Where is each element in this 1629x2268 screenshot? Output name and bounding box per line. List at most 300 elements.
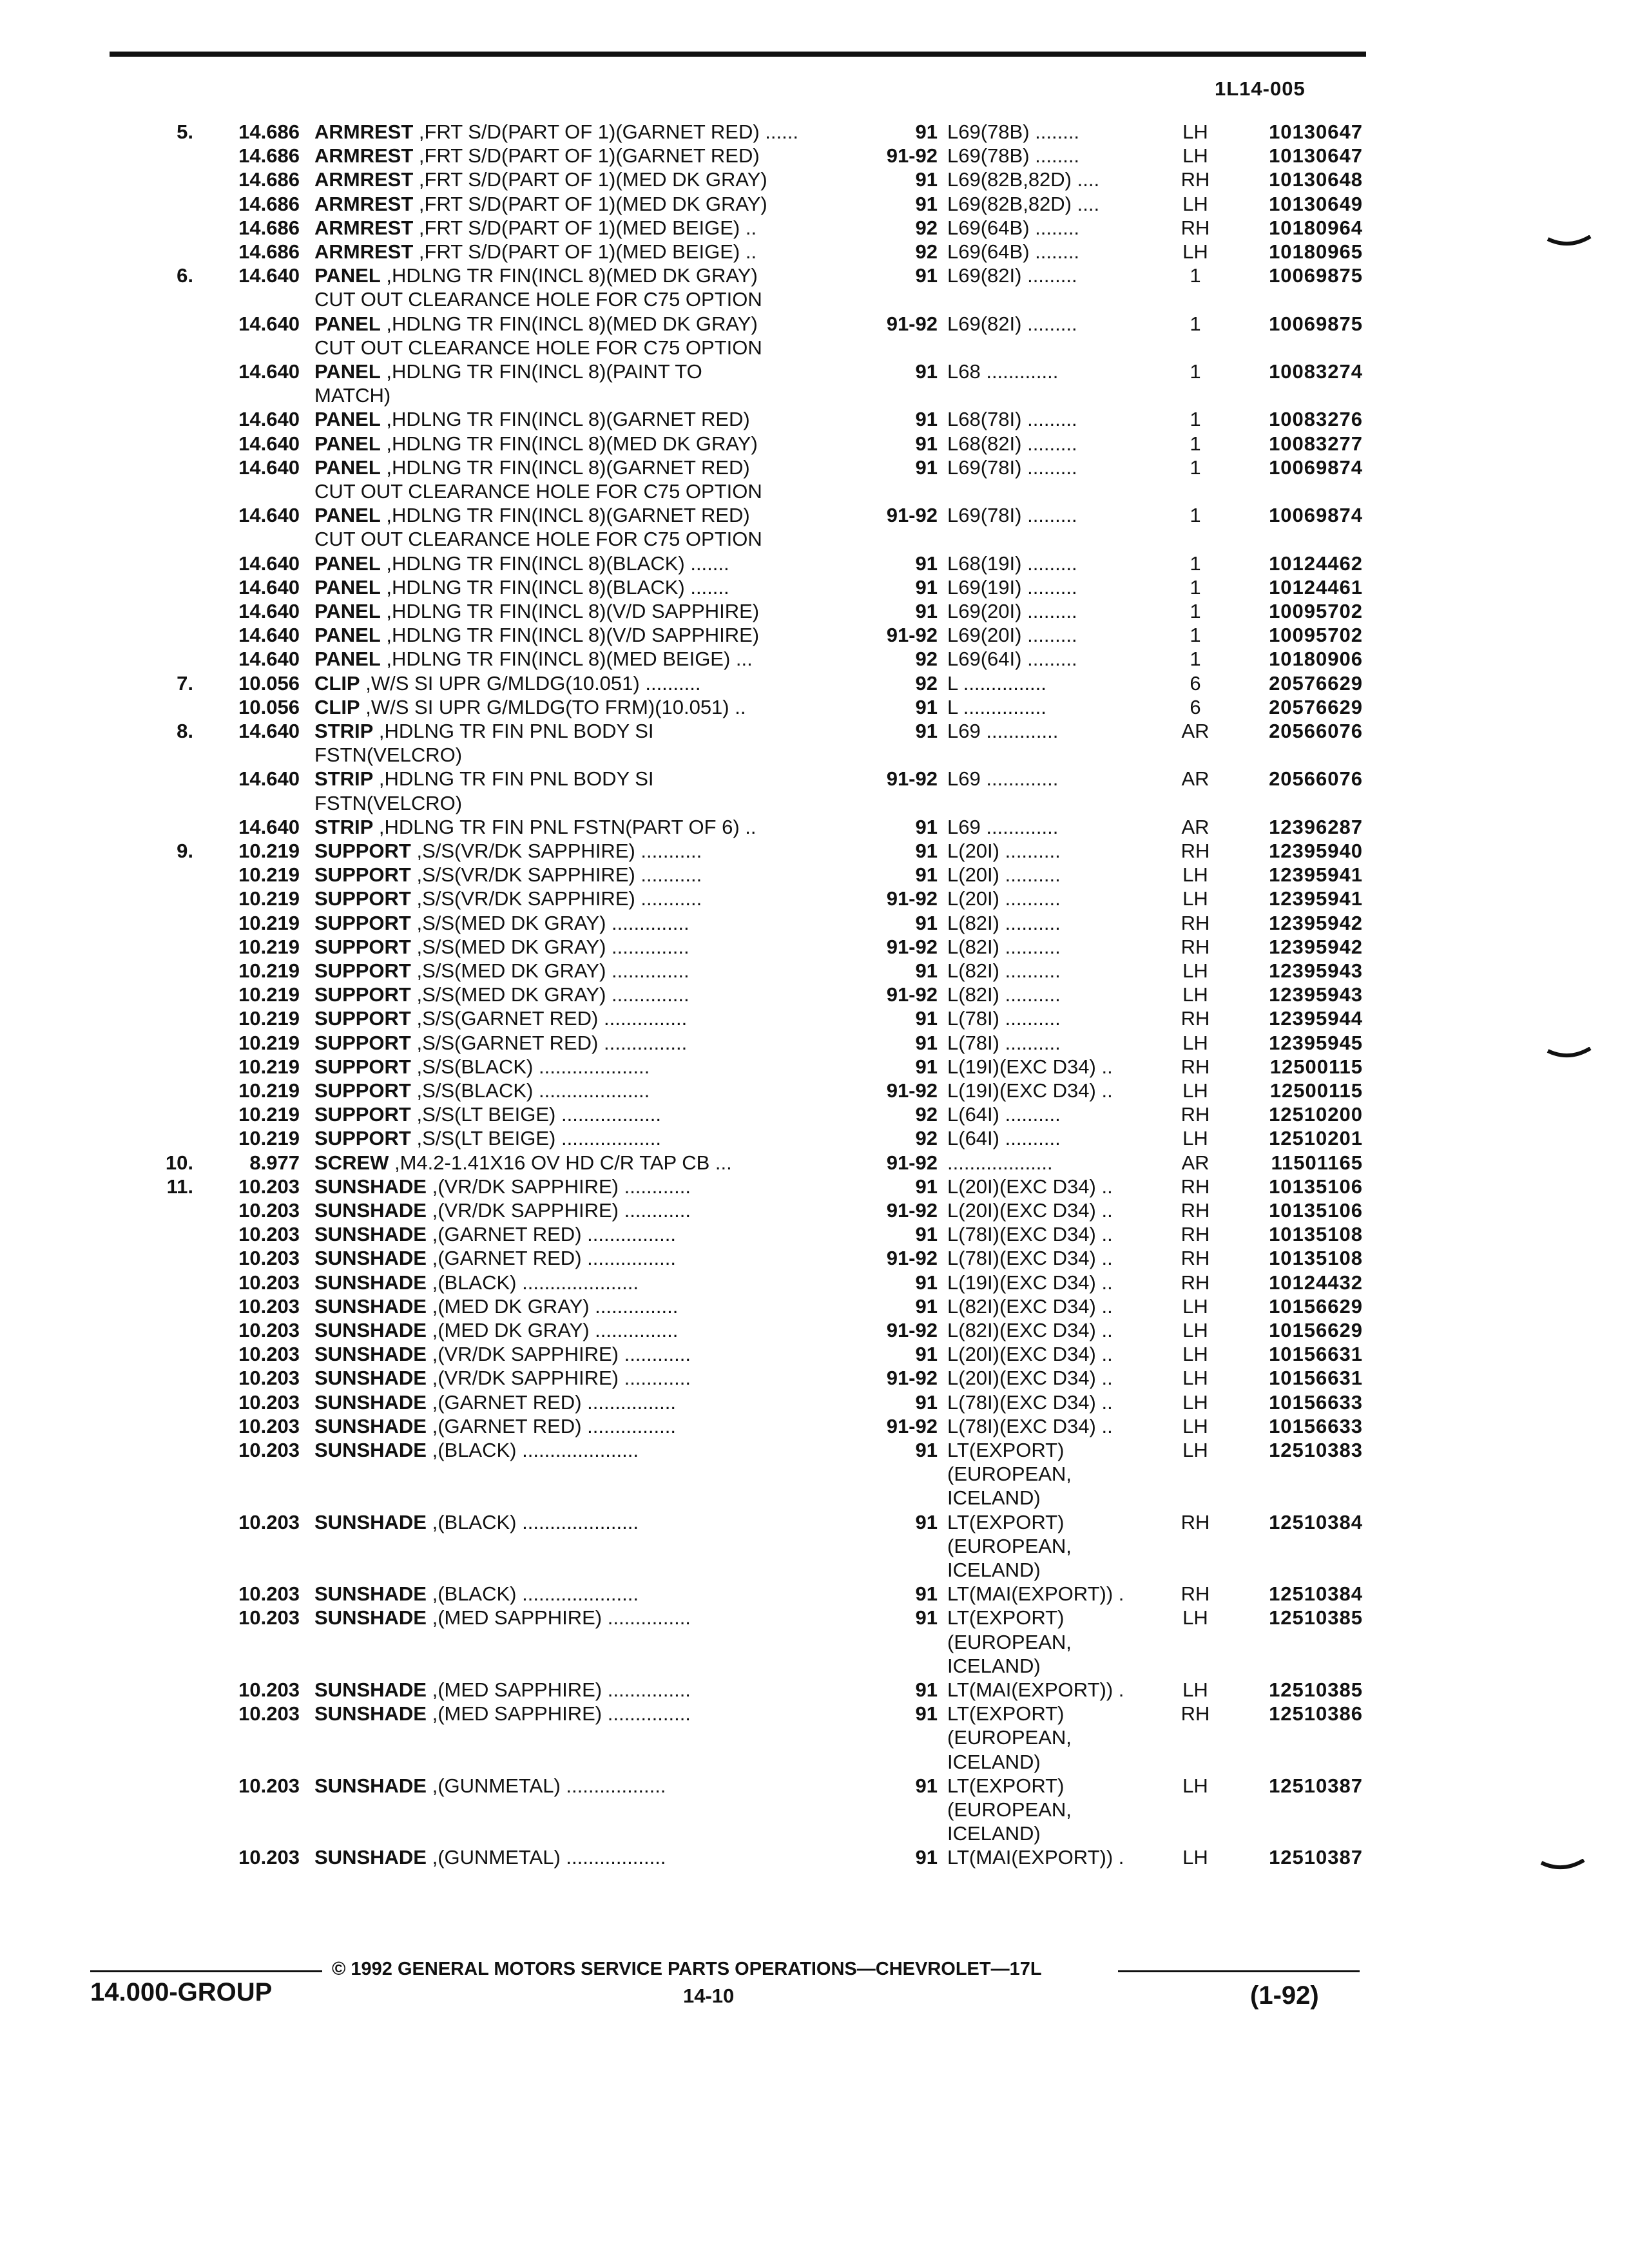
table-row xyxy=(0,599,1629,623)
continuation-text: CUT OUT CLEARANCE HOLE FOR C75 OPTION xyxy=(314,288,762,311)
table-row xyxy=(0,456,1629,479)
binder-mark xyxy=(1540,1859,1585,1878)
table-row xyxy=(0,503,1629,527)
group-number: 8.977 xyxy=(249,1151,300,1174)
table-row xyxy=(0,1102,1629,1126)
part-name: PANEL xyxy=(314,648,381,670)
part-description xyxy=(314,503,849,527)
table-row xyxy=(0,1198,1629,1222)
group-number: 10.219 xyxy=(238,1055,300,1078)
quantity: LH xyxy=(1182,193,1208,215)
quantity: LH xyxy=(1182,240,1208,263)
group-number: 10.203 xyxy=(238,1511,300,1533)
quantity: LH xyxy=(1182,1127,1208,1149)
part-detail: ,S/S(LT BEIGE) .................. xyxy=(410,1127,662,1149)
quantity: RH xyxy=(1181,1223,1210,1245)
part-description xyxy=(314,911,849,935)
part-name: SUNSHADE xyxy=(314,1247,427,1269)
quantity: RH xyxy=(1181,936,1210,958)
model-year: 91-92 xyxy=(886,767,938,790)
table-row xyxy=(0,839,1629,863)
part-detail: ,S/S(VR/DK SAPPHIRE) ........... xyxy=(410,840,702,862)
group-number: 10.203 xyxy=(238,1606,300,1629)
footer-page-number: 14-10 xyxy=(683,1984,735,2007)
table-row xyxy=(0,623,1629,647)
part-name: SUPPORT xyxy=(314,936,411,958)
part-detail: ,W/S SI UPR G/MLDG(10.051) .......... xyxy=(360,672,701,695)
model-code: LT(EXPORT) xyxy=(947,1606,1065,1629)
part-number: 10069875 xyxy=(1269,264,1363,287)
model-code: L(20I) .......... xyxy=(947,840,1061,862)
table-row xyxy=(0,671,1629,695)
model-year: 91-92 xyxy=(886,1079,938,1102)
table-row xyxy=(0,863,1629,887)
part-name: STRIP xyxy=(314,767,374,790)
table-row xyxy=(0,1390,1629,1414)
quantity: RH xyxy=(1181,912,1210,934)
continuation-text: CUT OUT CLEARANCE HOLE FOR C75 OPTION xyxy=(314,336,762,359)
quantity: LH xyxy=(1182,1295,1208,1318)
model-code: L(20I)(EXC D34) .. xyxy=(947,1343,1113,1365)
part-detail: ,(BLACK) ..................... xyxy=(426,1511,639,1533)
part-detail: ,HDLNG TR FIN(INCL 8)(V/D SAPPHIRE) xyxy=(380,624,760,646)
quantity: LH xyxy=(1182,1415,1208,1437)
group-number: 14.640 xyxy=(238,312,300,335)
model-year: 91-92 xyxy=(886,504,938,526)
part-number: 12396287 xyxy=(1269,816,1363,838)
table-row xyxy=(0,935,1629,959)
table-row xyxy=(0,695,1629,719)
continuation-line xyxy=(0,336,1629,360)
model-year: 91-92 xyxy=(886,1415,938,1437)
group-number: 14.640 xyxy=(238,264,300,287)
part-name: SUNSHADE xyxy=(314,1367,427,1389)
table-row xyxy=(0,1606,1629,1629)
model-code: L(82I)(EXC D34) .. xyxy=(947,1295,1113,1318)
model-code: L(20I)(EXC D34) .. xyxy=(947,1175,1113,1198)
quantity: RH xyxy=(1181,1199,1210,1222)
model-code: L69(64B) ........ xyxy=(947,216,1080,239)
model-code: L(19I)(EXC D34) .. xyxy=(947,1271,1113,1294)
quantity: RH xyxy=(1181,1103,1210,1126)
part-description xyxy=(314,935,849,959)
part-name: ARMREST xyxy=(314,144,414,167)
continuation-line xyxy=(0,383,1629,407)
model-year: 91-92 xyxy=(886,1151,938,1174)
model-year: 91 xyxy=(915,1032,938,1054)
quantity: 1 xyxy=(1190,264,1201,287)
table-row xyxy=(0,1006,1629,1030)
model-year: 91 xyxy=(915,1846,938,1869)
quantity: AR xyxy=(1181,767,1210,790)
part-detail: ,S/S(MED DK GRAY) .............. xyxy=(410,959,689,982)
part-name: ARMREST xyxy=(314,216,414,239)
part-name: ARMREST xyxy=(314,168,414,191)
model-year: 91 xyxy=(915,720,938,742)
part-detail: ,HDLNG TR FIN(INCL 8)(GARNET RED) xyxy=(380,456,750,479)
part-number: 12395945 xyxy=(1269,1032,1363,1054)
quantity: RH xyxy=(1181,168,1210,191)
quantity: RH xyxy=(1181,840,1210,862)
group-number: 14.640 xyxy=(238,456,300,479)
part-detail: ,S/S(GARNET RED) ............... xyxy=(410,1032,688,1054)
part-number: 12395942 xyxy=(1269,936,1363,958)
part-description xyxy=(314,887,849,910)
part-number: 10156633 xyxy=(1269,1391,1363,1414)
part-detail: ,(BLACK) ..................... xyxy=(426,1271,639,1294)
continuation-line xyxy=(0,287,1629,311)
model-year: 91 xyxy=(915,168,938,191)
part-description xyxy=(314,1055,849,1079)
ref-number: 9. xyxy=(177,840,193,862)
part-number: 10180906 xyxy=(1269,648,1363,670)
part-description xyxy=(314,767,849,791)
group-number: 14.640 xyxy=(238,624,300,646)
part-description xyxy=(314,1702,849,1725)
model-code: L(64I) .......... xyxy=(947,1103,1061,1126)
group-number: 14.640 xyxy=(238,504,300,526)
part-name: SUNSHADE xyxy=(314,1582,427,1605)
part-description xyxy=(314,1271,849,1294)
quantity: LH xyxy=(1182,1439,1208,1461)
part-name: SUPPORT xyxy=(314,840,411,862)
continuation-text: FSTN(VELCRO) xyxy=(314,744,463,766)
continuation-model: ICELAND) xyxy=(947,1822,1041,1845)
model-year: 91 xyxy=(915,432,938,455)
part-number: 12500115 xyxy=(1269,1079,1363,1102)
part-description xyxy=(314,120,849,144)
group-number: 10.056 xyxy=(238,672,300,695)
part-name: SUNSHADE xyxy=(314,1702,427,1725)
quantity: RH xyxy=(1181,1271,1210,1294)
quantity: 1 xyxy=(1190,408,1201,430)
quantity: LH xyxy=(1182,959,1208,982)
continuation-model: (EUROPEAN, xyxy=(947,1463,1072,1485)
continuation-model: (EUROPEAN, xyxy=(947,1726,1072,1749)
quantity: LH xyxy=(1182,863,1208,886)
table-row xyxy=(0,432,1629,456)
part-name: SUNSHADE xyxy=(314,1391,427,1414)
model-code: L(82I) .......... xyxy=(947,936,1061,958)
part-name: PANEL xyxy=(314,456,381,479)
table-row xyxy=(0,192,1629,216)
group-number: 14.640 xyxy=(238,408,300,430)
model-year: 91 xyxy=(915,600,938,622)
part-number: 10095702 xyxy=(1269,624,1363,646)
group-number: 14.686 xyxy=(238,240,300,263)
table-row xyxy=(0,407,1629,431)
part-number: 12395941 xyxy=(1269,863,1363,886)
part-number: 12395943 xyxy=(1269,959,1363,982)
group-number: 10.219 xyxy=(238,1007,300,1030)
part-description xyxy=(314,168,849,191)
part-number: 10083276 xyxy=(1269,408,1363,430)
part-detail: ,(BLACK) ..................... xyxy=(426,1439,639,1461)
part-name: PANEL xyxy=(314,624,381,646)
model-year: 91 xyxy=(915,264,938,287)
table-row xyxy=(0,264,1629,287)
model-year: 91-92 xyxy=(886,887,938,910)
part-detail: ,(VR/DK SAPPHIRE) ............ xyxy=(426,1367,691,1389)
group-number: 14.640 xyxy=(238,552,300,575)
part-detail: ,(VR/DK SAPPHIRE) ............ xyxy=(426,1175,691,1198)
table-row xyxy=(0,144,1629,168)
model-code: L(20I) .......... xyxy=(947,863,1061,886)
model-code: L(64I) .......... xyxy=(947,1127,1061,1149)
part-description xyxy=(314,1390,849,1414)
part-name: SUPPORT xyxy=(314,1032,411,1054)
part-detail: ,(GARNET RED) ................ xyxy=(426,1391,676,1414)
part-name: SUPPORT xyxy=(314,1103,411,1126)
footer-group: 14.000-GROUP xyxy=(90,1978,273,2006)
part-name: SUPPORT xyxy=(314,959,411,982)
model-code: L69(64I) ......... xyxy=(947,648,1077,670)
part-description xyxy=(314,1294,849,1318)
model-year: 92 xyxy=(915,672,938,695)
group-number: 10.203 xyxy=(238,1702,300,1725)
part-detail: ,HDLNG TR FIN(INCL 8)(BLACK) ....... xyxy=(380,576,729,599)
model-year: 91 xyxy=(915,456,938,479)
part-detail: ,HDLNG TR FIN(INCL 8)(MED BEIGE) ... xyxy=(380,648,753,670)
part-name: CLIP xyxy=(314,696,360,718)
group-number: 10.203 xyxy=(238,1199,300,1222)
group-number: 14.640 xyxy=(238,432,300,455)
table-row xyxy=(0,1271,1629,1294)
table-row xyxy=(0,1510,1629,1534)
part-description xyxy=(314,1318,849,1342)
part-name: SUPPORT xyxy=(314,1079,411,1102)
group-number: 10.056 xyxy=(238,696,300,718)
model-code: L69(78I) ......... xyxy=(947,504,1077,526)
quantity: LH xyxy=(1182,144,1208,167)
model-code: LT(EXPORT) xyxy=(947,1439,1065,1461)
part-detail: ,HDLNG TR FIN PNL BODY SI xyxy=(373,767,654,790)
binder-mark xyxy=(1547,1047,1592,1066)
part-detail: ,FRT S/D(PART OF 1)(MED BEIGE) .. xyxy=(413,240,757,263)
quantity: RH xyxy=(1181,216,1210,239)
part-number: 10130647 xyxy=(1269,144,1363,167)
model-year: 91 xyxy=(915,1175,938,1198)
model-code: LT(MAI(EXPORT)) . xyxy=(947,1582,1124,1605)
model-code: L69(20I) ......... xyxy=(947,624,1077,646)
binder-mark xyxy=(1547,235,1592,255)
quantity: 1 xyxy=(1190,432,1201,455)
model-year: 91 xyxy=(915,1391,938,1414)
model-code: L ............... xyxy=(947,672,1046,695)
quantity: LH xyxy=(1182,1079,1208,1102)
group-number: 14.640 xyxy=(238,767,300,790)
footer-copyright: © 1992 GENERAL MOTORS SERVICE PARTS OPERATIONS—CHEVROLET—17L xyxy=(332,1959,1042,1979)
quantity: LH xyxy=(1182,1032,1208,1054)
quantity: LH xyxy=(1182,1367,1208,1389)
model-code: L(78I)(EXC D34) .. xyxy=(947,1223,1113,1245)
part-description xyxy=(314,240,849,264)
part-number: 10083274 xyxy=(1269,360,1363,383)
part-number: 10124461 xyxy=(1269,576,1363,599)
part-name: PANEL xyxy=(314,600,381,622)
model-code: L ............... xyxy=(947,696,1046,718)
continuation-text: CUT OUT CLEARANCE HOLE FOR C75 OPTION xyxy=(314,480,762,503)
ref-number: 10. xyxy=(165,1151,193,1174)
model-year: 91 xyxy=(915,912,938,934)
model-year: 91 xyxy=(915,360,938,383)
part-detail: ,HDLNG TR FIN(INCL 8)(GARNET RED) xyxy=(380,408,750,430)
group-number: 10.203 xyxy=(238,1774,300,1797)
model-year: 92 xyxy=(915,1127,938,1149)
group-number: 10.219 xyxy=(238,959,300,982)
table-row xyxy=(0,1438,1629,1462)
part-description xyxy=(314,623,849,647)
part-name: PANEL xyxy=(314,360,381,383)
group-number: 14.686 xyxy=(238,216,300,239)
quantity: 6 xyxy=(1190,696,1201,718)
part-description xyxy=(314,1845,849,1869)
part-detail: ,(MED SAPPHIRE) ............... xyxy=(426,1702,691,1725)
part-number: 10180964 xyxy=(1269,216,1363,239)
continuation-model: ICELAND) xyxy=(947,1751,1041,1773)
table-row xyxy=(0,1678,1629,1702)
part-name: SUPPORT xyxy=(314,1007,411,1030)
part-description xyxy=(314,1582,849,1606)
part-detail: ,HDLNG TR FIN(INCL 8)(MED DK GRAY) xyxy=(380,432,758,455)
quantity: LH xyxy=(1182,1846,1208,1869)
part-description xyxy=(314,1198,849,1222)
table-row xyxy=(0,887,1629,910)
continuation-line xyxy=(0,527,1629,551)
quantity: RH xyxy=(1181,1175,1210,1198)
model-code: L(78I)(EXC D34) .. xyxy=(947,1247,1113,1269)
table-row xyxy=(0,240,1629,264)
part-name: SUNSHADE xyxy=(314,1319,427,1341)
quantity: 1 xyxy=(1190,624,1201,646)
table-row xyxy=(0,1055,1629,1079)
continuation-text: FSTN(VELCRO) xyxy=(314,792,463,814)
part-detail: ,S/S(MED DK GRAY) .............. xyxy=(410,936,689,958)
part-description xyxy=(314,1079,849,1102)
part-number: 10135108 xyxy=(1269,1223,1363,1245)
model-year: 91-92 xyxy=(886,312,938,335)
part-number: 10156629 xyxy=(1269,1295,1363,1318)
part-description xyxy=(314,1510,849,1534)
part-name: PANEL xyxy=(314,552,381,575)
part-number: 10130648 xyxy=(1269,168,1363,191)
quantity: LH xyxy=(1182,1343,1208,1365)
model-code: LT(MAI(EXPORT)) . xyxy=(947,1678,1124,1701)
footer-rule-left xyxy=(90,1970,322,1972)
table-row xyxy=(0,767,1629,791)
top-rule xyxy=(110,52,1366,57)
part-number: 10135106 xyxy=(1269,1199,1363,1222)
part-description xyxy=(314,1175,849,1198)
part-description xyxy=(314,407,849,431)
table-row xyxy=(0,1318,1629,1342)
model-year: 91 xyxy=(915,1511,938,1533)
part-name: SUPPORT xyxy=(314,1127,411,1149)
part-name: SUNSHADE xyxy=(314,1774,427,1797)
quantity: 1 xyxy=(1190,576,1201,599)
part-detail: ,FRT S/D(PART OF 1)(MED BEIGE) .. xyxy=(413,216,757,239)
quantity: 1 xyxy=(1190,600,1201,622)
part-description xyxy=(314,1414,849,1438)
model-code: L69(78I) ......... xyxy=(947,456,1077,479)
part-description xyxy=(314,1031,849,1055)
model-code: LT(EXPORT) xyxy=(947,1702,1065,1725)
quantity: RH xyxy=(1181,1582,1210,1605)
part-description xyxy=(314,1342,849,1366)
model-code: L(82I)(EXC D34) .. xyxy=(947,1319,1113,1341)
model-year: 91 xyxy=(915,1295,938,1318)
model-year: 91 xyxy=(915,816,938,838)
table-row xyxy=(0,911,1629,935)
group-number: 10.219 xyxy=(238,912,300,934)
model-year: 91-92 xyxy=(886,1319,938,1341)
model-code: ................... xyxy=(947,1151,1053,1174)
group-number: 14.640 xyxy=(238,720,300,742)
model-year: 91-92 xyxy=(886,144,938,167)
model-code: LT(EXPORT) xyxy=(947,1774,1065,1797)
quantity: AR xyxy=(1181,816,1210,838)
continuation-line xyxy=(0,743,1629,767)
model-year: 91 xyxy=(915,1343,938,1365)
part-number: 10130647 xyxy=(1269,120,1363,143)
part-description xyxy=(314,695,849,719)
model-year: 91-92 xyxy=(886,936,938,958)
footer-revision: (1-92) xyxy=(1250,1981,1319,2010)
table-row xyxy=(0,1774,1629,1798)
part-detail: ,FRT S/D(PART OF 1)(GARNET RED) xyxy=(413,144,760,167)
model-year: 92 xyxy=(915,648,938,670)
quantity: LH xyxy=(1182,1319,1208,1341)
table-row xyxy=(0,1342,1629,1366)
continuation-line xyxy=(0,791,1629,815)
model-year: 91-92 xyxy=(886,1199,938,1222)
model-code: L69(82I) ......... xyxy=(947,264,1077,287)
part-description xyxy=(314,312,849,336)
model-code: L(20I)(EXC D34) .. xyxy=(947,1367,1113,1389)
part-number: 10083277 xyxy=(1269,432,1363,455)
part-number: 10124432 xyxy=(1269,1271,1363,1294)
model-year: 91-92 xyxy=(886,983,938,1006)
part-name: STRIP xyxy=(314,720,374,742)
quantity: RH xyxy=(1181,1511,1210,1533)
part-name: SCREW xyxy=(314,1151,389,1174)
quantity: LH xyxy=(1182,1678,1208,1701)
group-number: 10.203 xyxy=(238,1582,300,1605)
group-number: 10.219 xyxy=(238,863,300,886)
part-number: 12510384 xyxy=(1269,1582,1363,1605)
model-code: L(20I)(EXC D34) .. xyxy=(947,1199,1113,1222)
group-number: 14.640 xyxy=(238,360,300,383)
part-name: SUNSHADE xyxy=(314,1295,427,1318)
model-year: 91-92 xyxy=(886,1247,938,1269)
part-detail: ,S/S(BLACK) .................... xyxy=(410,1079,650,1102)
part-detail: ,FRT S/D(PART OF 1)(GARNET RED) ...... xyxy=(413,120,798,143)
part-detail: ,HDLNG TR FIN(INCL 8)(MED DK GRAY) xyxy=(380,264,758,287)
quantity: 1 xyxy=(1190,648,1201,670)
model-code: L69(82B,82D) .... xyxy=(947,193,1100,215)
table-row xyxy=(0,815,1629,839)
part-number: 12395940 xyxy=(1269,840,1363,862)
model-year: 91 xyxy=(915,1055,938,1078)
part-number: 10069875 xyxy=(1269,312,1363,335)
model-code: L69(20I) ......... xyxy=(947,600,1077,622)
model-year: 91 xyxy=(915,552,938,575)
model-code: L(82I) .......... xyxy=(947,959,1061,982)
quantity: AR xyxy=(1181,1151,1210,1174)
part-name: PANEL xyxy=(314,432,381,455)
group-number: 10.203 xyxy=(238,1319,300,1341)
group-number: 10.203 xyxy=(238,1415,300,1437)
